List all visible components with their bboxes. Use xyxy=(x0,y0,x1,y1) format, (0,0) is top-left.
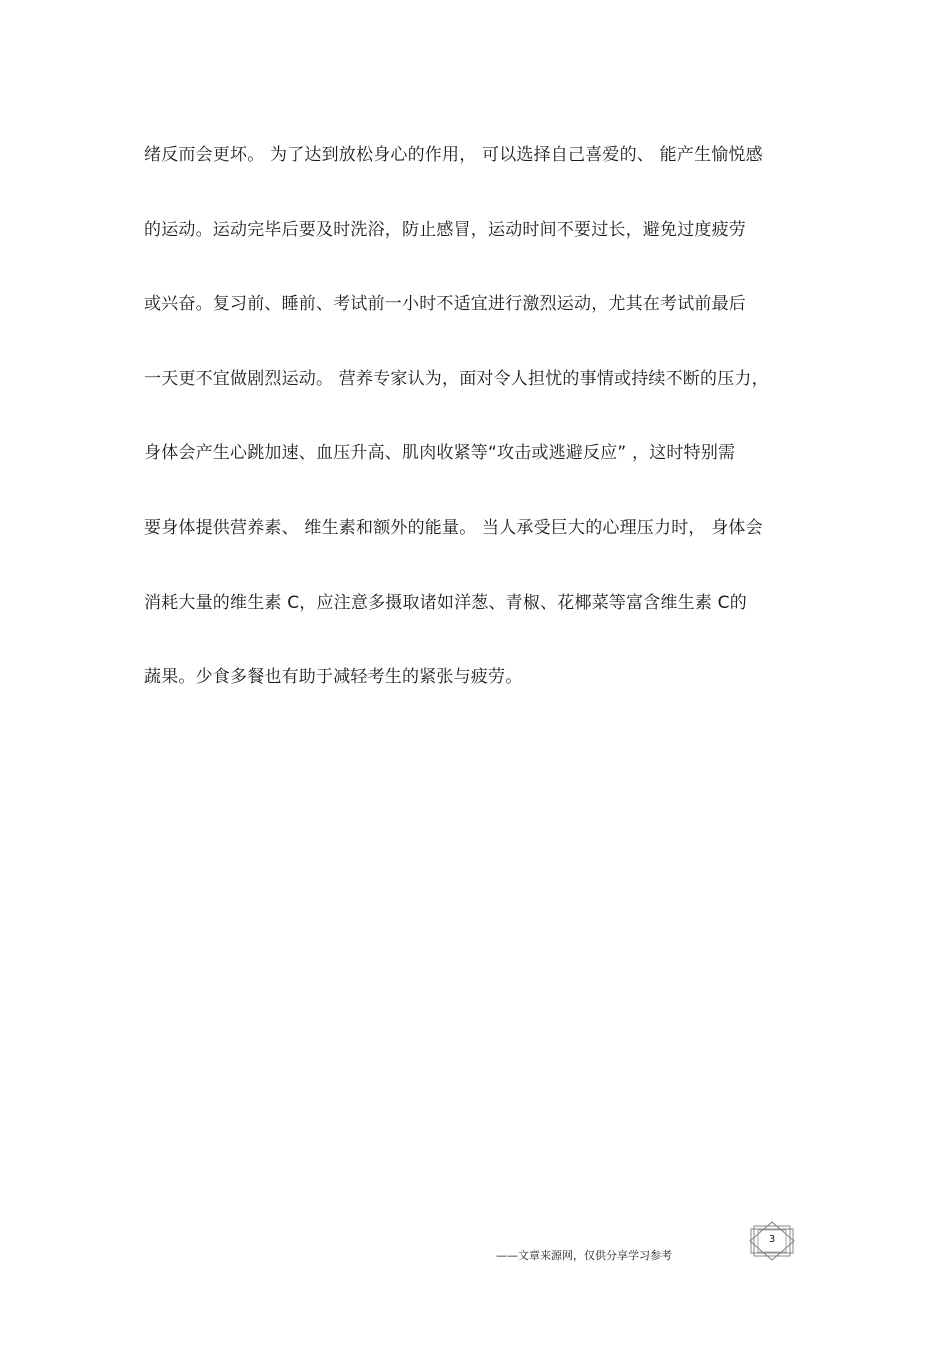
text-line: 一天更不宜做剧烈运动。 营养专家认为，面对令人担忧的事情或持续不断的压力， xyxy=(144,368,769,389)
page-number-badge xyxy=(748,1221,796,1261)
text-line: 要身体提供营养素、 维生素和额外的能量。 当人承受巨大的心理压力时， 身体会 xyxy=(144,517,763,538)
footer-source-note: ——文章来源网，仅供分享学习参考 xyxy=(496,1249,672,1262)
body-paragraph xyxy=(144,138,809,735)
text-line: 或兴奋。复习前、睡前、考试前一小时不适宜进行激烈运动，尤其在考试前最后 xyxy=(144,294,746,315)
text-line: 消耗大量的维生素 C，应注意多摄取诸如洋葱、青椒、花椰菜等富含维生素 C的 xyxy=(144,592,747,613)
text-line: 蔬果。少食多餐也有助于减轻考生的紧张与疲劳。 xyxy=(144,667,523,688)
text-line: 身体会产生心跳加速、血压升高、肌肉收紧等“攻击或逃避反应” ，这时特别需 xyxy=(144,443,736,464)
text-line: 的运动。运动完毕后要及时洗浴，防止感冒，运动时间不要过长，避免过度疲劳 xyxy=(144,219,746,240)
text-line: 绪反而会更坏。 为了达到放松身心的作用， 可以选择自己喜爱的、 能产生愉悦感 xyxy=(144,145,763,165)
page-number: 3 xyxy=(768,1234,776,1245)
